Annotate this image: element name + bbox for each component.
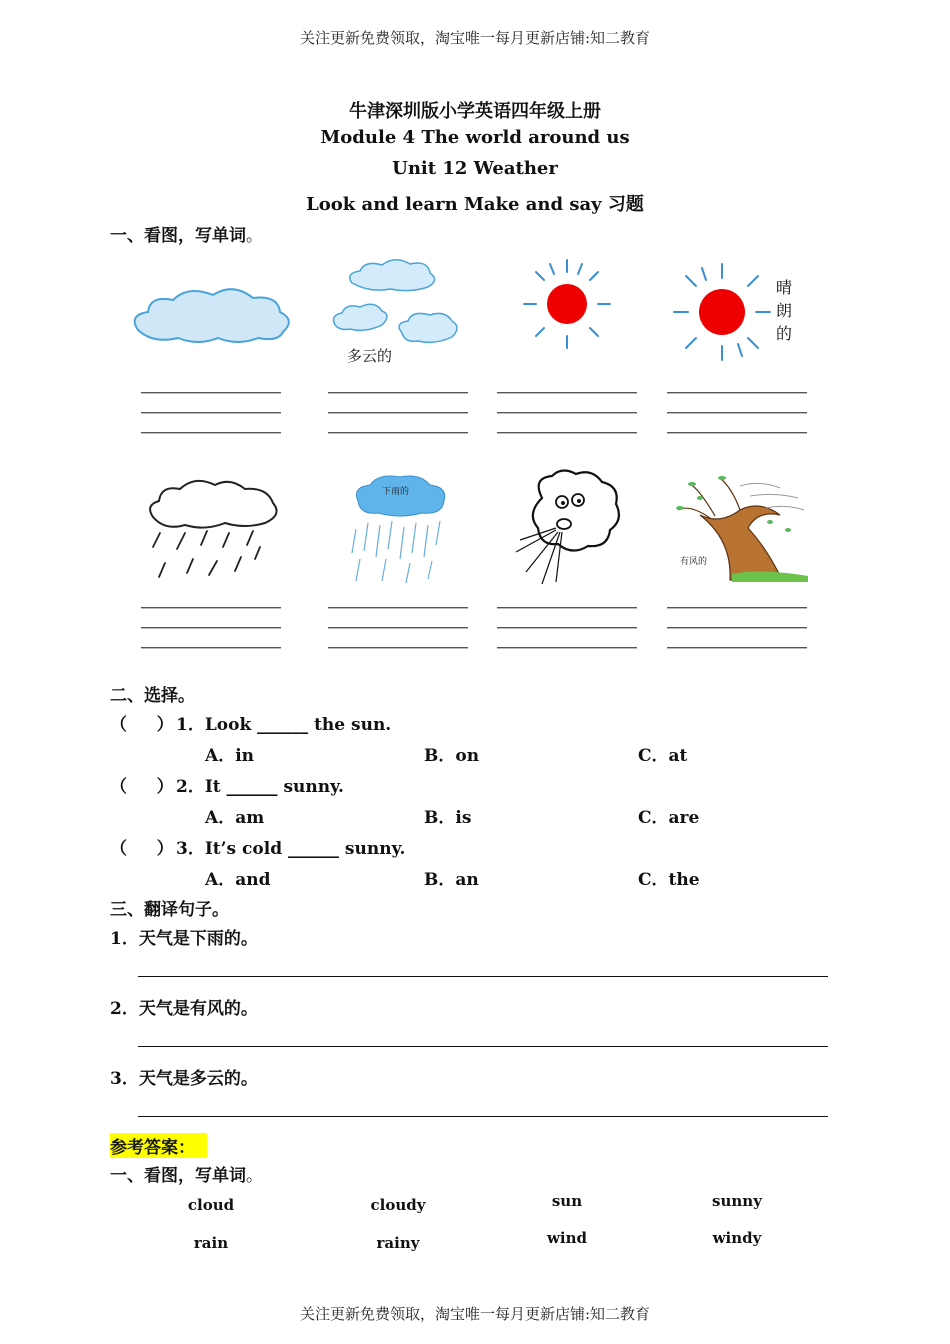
- translate-item-3: 3．天气是多云的。: [110, 1069, 258, 1089]
- write-lines-2[interactable]: [328, 392, 468, 448]
- windy-picture: [670, 470, 810, 585]
- section1-title: 一、看图，写单词。: [110, 226, 263, 246]
- write-lines-3[interactable]: [497, 392, 637, 448]
- page-footer: 关注更新免费领取，淘宝唯一每月更新店铺:知二教育: [299, 1305, 651, 1323]
- answer-line-3[interactable]: [138, 1116, 828, 1117]
- answer-word: cloud: [187, 1196, 235, 1214]
- title-line-4: Look and learn Make and say 习题: [306, 194, 644, 215]
- section3-title: 三、翻译句子。: [110, 900, 229, 920]
- answer-word: cloudy: [370, 1196, 426, 1214]
- translate-item-1: 1．天气是下雨的。: [110, 929, 258, 949]
- windy-label: 有风的: [680, 557, 708, 567]
- q2-option-b[interactable]: B．is: [424, 808, 472, 828]
- sunny-label: 晴 朗 的: [776, 278, 793, 343]
- answers-section1-title: 一、看图，写单词。: [110, 1166, 263, 1186]
- cloudy-label: 多云的: [347, 347, 393, 365]
- q1-option-b[interactable]: B．on: [424, 746, 480, 766]
- title-line-1: 牛津深圳版小学英语四年级上册: [349, 101, 601, 122]
- q3-option-a[interactable]: A．and: [205, 870, 271, 890]
- page-header: 关注更新免费领取，淘宝唯一每月更新店铺:知二教育: [299, 29, 651, 47]
- answer-word: rain: [193, 1234, 229, 1252]
- q2-option-a[interactable]: A．am: [205, 808, 265, 828]
- rainy-label: 下雨的: [382, 487, 410, 497]
- cloudy-picture: [330, 255, 465, 350]
- sunny-picture: [672, 262, 772, 362]
- section2-title: 二、选择。: [110, 686, 195, 706]
- write-lines-1[interactable]: [141, 392, 281, 448]
- q1-option-c[interactable]: C．at: [638, 746, 688, 766]
- q2-bracket[interactable]: （ ）: [110, 777, 174, 797]
- q2-stem: 2．It ______ sunny.: [176, 777, 344, 797]
- answer-word: sunny: [712, 1192, 762, 1210]
- write-lines-5[interactable]: [141, 607, 281, 663]
- write-lines-8[interactable]: [667, 607, 807, 663]
- cloud-picture: [128, 280, 294, 350]
- translate-item-2: 2．天气是有风的。: [110, 999, 258, 1019]
- q1-option-a[interactable]: A．in: [205, 746, 255, 766]
- answer-word: sun: [551, 1192, 583, 1210]
- write-lines-4[interactable]: [667, 392, 807, 448]
- sun-picture: [522, 258, 612, 350]
- title-line-2: Module 4 The world around us: [320, 127, 630, 148]
- answer-word: wind: [546, 1229, 587, 1247]
- write-lines-7[interactable]: [497, 607, 637, 663]
- q3-bracket[interactable]: （ ）: [110, 839, 174, 859]
- q1-stem: 1．Look ______ the sun.: [176, 715, 392, 735]
- answers-title: 参考答案：: [110, 1133, 207, 1158]
- write-lines-6[interactable]: [328, 607, 468, 663]
- q3-option-c[interactable]: C．the: [638, 870, 700, 890]
- rain-picture: [145, 475, 280, 585]
- q2-option-c[interactable]: C．are: [638, 808, 700, 828]
- answer-word: windy: [712, 1229, 762, 1247]
- q3-stem: 3．It’s cold ______ sunny.: [176, 839, 406, 859]
- answer-line-1[interactable]: [138, 976, 828, 977]
- wind-picture: [512, 468, 624, 588]
- answer-word: rainy: [376, 1234, 420, 1252]
- title-line-3: Unit 12 Weather: [392, 158, 558, 179]
- q1-bracket[interactable]: （ ）: [110, 715, 174, 735]
- answer-line-2[interactable]: [138, 1046, 828, 1047]
- q3-option-b[interactable]: B．an: [424, 870, 479, 890]
